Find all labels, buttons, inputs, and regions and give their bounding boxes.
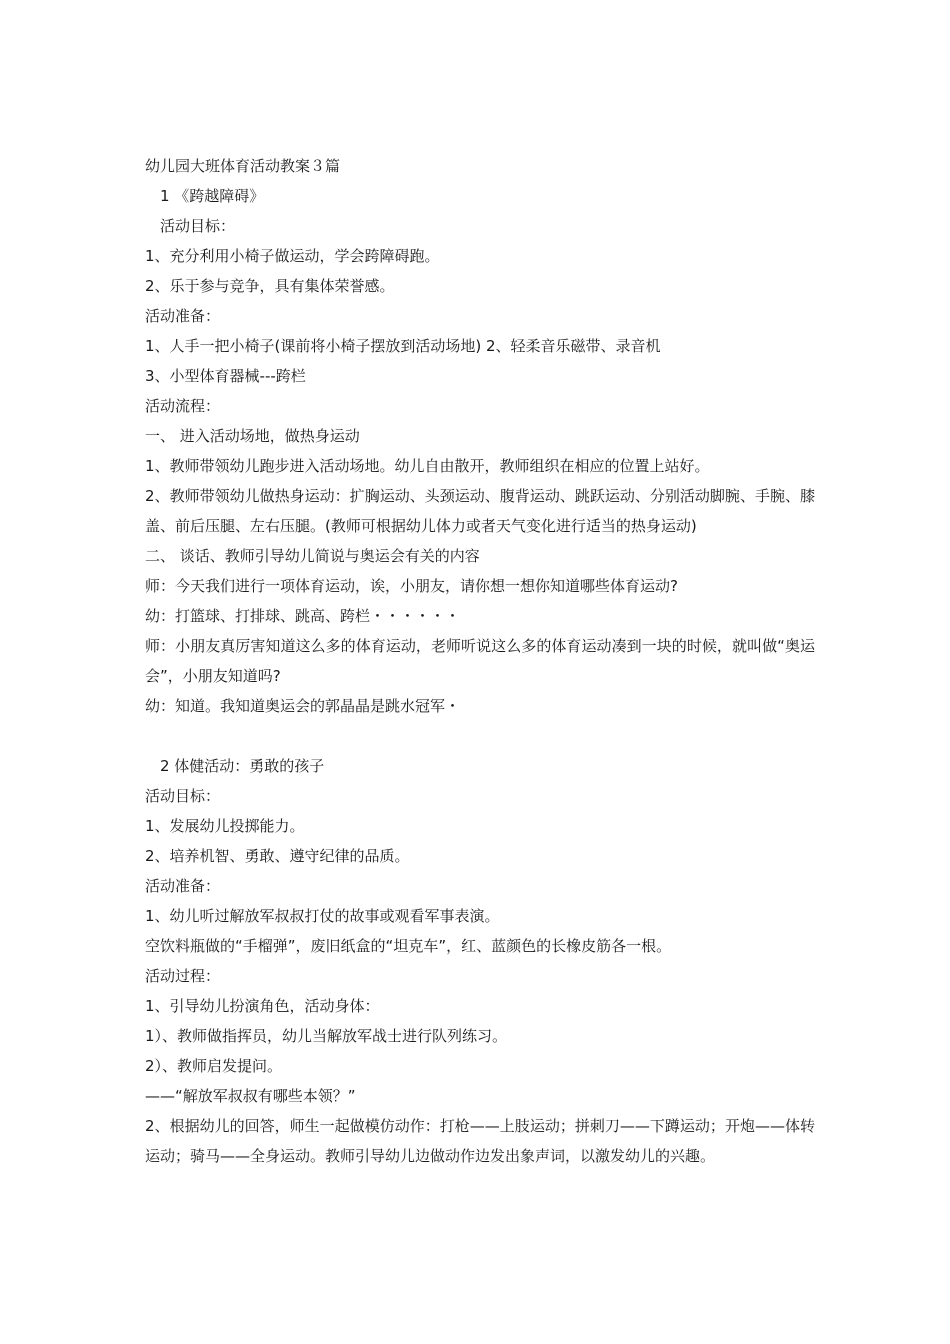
section-1-goal-1: 1、充分利用小椅子做运动，学会跨障碍跑。 (145, 247, 440, 265)
section-2-heading: 2 体健活动：勇敢的孩子 (160, 757, 325, 775)
section-2-process-1: 1、引导幼儿扮演角色，活动身体： (145, 997, 380, 1015)
section-2-prep-2: 空饮料瓶做的“手榴弹”，废旧纸盒的“坦克车”，红、蓝颜色的长橡皮筋各一根。 (145, 937, 672, 955)
section-1-dialog-1: 师：今天我们进行一项体育运动，诶，小朋友，请你想一想你知道哪些体育运动? (145, 577, 678, 595)
section-2-prep-label: 活动准备： (145, 877, 221, 895)
section-2-goal-2: 2、培养机智、勇敢、遵守纪律的品质。 (145, 847, 410, 865)
section-2-process-2: 2、根据幼儿的回答，师生一起做模仿动作：打枪——上肢运动；拼刺刀——下蹲运动；开炮——体转运动；骑马——全身运动。教师引导幼儿边做动作边发出象声词，以激发幼儿的兴趣。 (145, 1117, 815, 1165)
section-1-step-1-item-1: 1、教师带领幼儿跑步进入活动场地。幼儿自由散开，教师组织在相应的位置上站好。 (145, 457, 710, 475)
section-2-process-1a: 1）、教师做指挥员，幼儿当解放军战士进行队列练习。 (145, 1027, 508, 1045)
section-1-dialog-3: 师：小朋友真厉害知道这么多的体育运动，老师听说这么多的体育运动凑到一块的时候，就叫做“奥运会”，小朋友知道吗? (145, 637, 815, 685)
document-title: 幼儿园大班体育活动教案３篇 (145, 157, 341, 175)
section-2-goal-label: 活动目标： (145, 787, 221, 805)
section-2-goal-1: 1、发展幼儿投掷能力。 (145, 817, 305, 835)
section-2-process-1b: 2）、教师启发提问。 (145, 1057, 283, 1075)
section-2-process-label: 活动过程： (145, 967, 221, 985)
section-1-step-2-title: 二、 谈话、教师引导幼儿简说与奥运会有关的内容 (145, 547, 480, 565)
section-1-step-1-item-2: 2、教师带领幼儿做热身运动：扩胸运动、头颈运动、腹背运动、跳跃运动、分别活动脚腕、手腕、膝盖、前后压腿、左右压腿。(教师可根据幼儿体力或者天气变化进行适当的热身运动) (145, 487, 815, 535)
section-spacer (145, 721, 815, 751)
section-1-prep-1: 1、人手一把小椅子(课前将小椅子摆放到活动场地) 2、轻柔音乐磁带、录音机 (145, 337, 661, 355)
section-1-goal-2: 2、乐于参与竞争，具有集体荣誉感。 (145, 277, 395, 295)
section-1-heading: 1 《跨越障碍》 (160, 187, 265, 205)
section-1-goal-label: 活动目标： (160, 217, 236, 235)
section-1-dialog-2: 幼：打篮球、打排球、跳高、跨栏・・・・・・ (145, 607, 461, 625)
section-1-dialog-4: 幼：知道。我知道奥运会的郭晶晶是跳水冠军・ (145, 697, 461, 715)
section-1-step-1-title: 一、 进入活动场地，做热身运动 (145, 427, 360, 445)
section-1-flow-label: 活动流程： (145, 397, 221, 415)
section-1-prep-2: 3、小型体育器械---跨栏 (145, 367, 306, 385)
document-body (145, 151, 815, 1171)
section-2-prep-1: 1、幼儿听过解放军叔叔打仗的故事或观看军事表演。 (145, 907, 500, 925)
section-1-prep-label: 活动准备： (145, 307, 221, 325)
section-2-process-1c: ——“解放军叔叔有哪些本领？” (145, 1087, 356, 1105)
